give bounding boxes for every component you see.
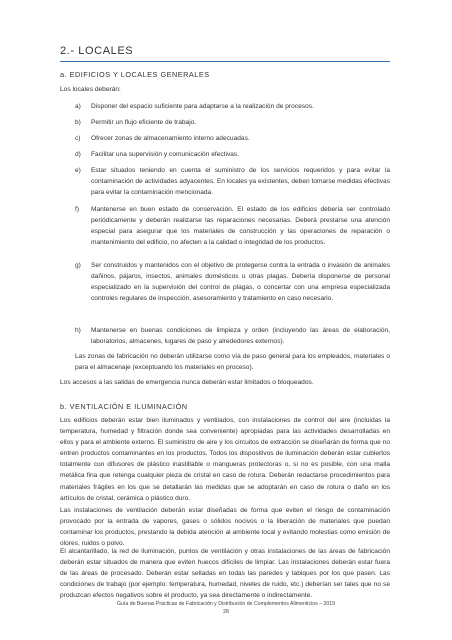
list-item-label: c) — [75, 135, 81, 142]
list-item-text: Facilitar una supervisión y comunicación efectivas. — [91, 151, 240, 158]
subsection-b-title: b. VENTILACIÓN E ILUMINACIÓN — [60, 402, 188, 411]
list-item-label: g) — [75, 262, 81, 269]
list-item-label: d) — [75, 151, 81, 158]
list-item-text: Estar situados teniendo en cuenta el suministro de los servicios requeridos y para evitar la contaminación de actividades adyacentes. En locales ya existentes, deben tomarse medidas efectivas para evitar la contaminación mencionada. — [91, 167, 390, 197]
staff-note: Las zonas de fabricación no deberán utilizarse como vía de paso general para los empleados, materiales o para el almacenaje (exceptuando los materiales en proceso). — [75, 353, 390, 372]
ventilation-paragraph-3: El alcantarillado, la red de iluminación, puntos de ventilación y otras instalaciones de las áreas de fabricación deberán estar situados de manera que eviten huecos difíciles de limpiar. Las instalaciones deberán estar fuera de las áreas de procesado. Deberán estar selladas en todas las paredes y tabiques por los que pasen. Las condiciones de trabajo (por ejemplo: temperatura, humedad, niveles de ruido, etc.) deberían ser tales que no se produzcan efectos negativos sobre el producto, ya sea directamente o indirectamente. — [60, 548, 390, 600]
subsection-a-title: a. EDIFICIOS Y LOCALES GENERALES — [60, 70, 210, 79]
list-item-label: h) — [75, 327, 81, 334]
section-title: 2.- LOCALES — [60, 45, 134, 57]
list-item-label: f) — [75, 206, 80, 213]
ventilation-paragraph-1: Los edificios deberán estar bien iluminados y ventilados, con instalaciones de control del aire (incluidas la temperatura, humedad y filtración donde sea conveniente) apropiadas para las actividades desarrolladas en ellos y para el ambiente externo. El suministro de aire y los circuitos de extracción se diseñarán de forma que no entren productos contaminantes en los productos. Todos los dispositivos de iluminación deberán estar cubiertos totalmente con difusores de plástico inastillable o mangueras protectoras o, si no es posible, con una malla metálica fina que retenga cualquier pieza de cristal en caso de rotura. Deberán redactarse procedimientos para materiales frágiles en los que se detallarán las medidas que se adoptarán en caso de rotura o daño en los artículos de cristal, cerámica o plástico duro. — [60, 417, 390, 502]
page-footer — [0, 600, 452, 616]
footer-title: Guía de Buenas Prácticas de Fabricación y Distribución de Complementos Alimenticios – 2019 — [117, 601, 335, 607]
section-divider — [60, 61, 390, 62]
list-item-text: Permitir un flujo eficiente de trabajo. — [91, 119, 197, 126]
access-note: Los accesos a las salidas de emergencia nunca deberán estar limitados o bloqueados. — [60, 379, 314, 386]
list-item-label: e) — [75, 167, 81, 174]
page-number: 28 — [223, 609, 229, 615]
list-item-label: b) — [75, 119, 81, 126]
list-item-label: a) — [75, 103, 81, 110]
list-item-text: Mantenerse en buen estado de conservación. El estado de los edificios debería ser controlado periódicamente y deberán realizarse las reparaciones necesarias. Deberá prestarse una atención especial para asegurar que los materiales de construcción y las operaciones de reparación o mantenimiento del edificio, no afecten a la calidad o integridad de los productos. — [91, 206, 390, 247]
list-item-text: Mantenerse en buenas condiciones de limpieza y orden (incluyendo las áreas de elaboración, laboratorios, almacenes, lugares de paso y alrededores externos). — [91, 327, 390, 346]
intro-text: Los locales deberán: — [60, 86, 121, 93]
list-item-text: Disponer del espacio suficiente para adaptarse a la realización de procesos. — [91, 103, 314, 110]
list-item-text: Ofrecer zonas de almacenamiento interno adecuadas. — [91, 135, 250, 142]
list-item-text: Ser construidos y mantenidos con el objetivo de protegerse contra la entrada o invasión de animales dañinos, pájaros, insectos, animales domésticos u otras plagas. Debería disponerse de personal especializado en la supervisión del control de plagas, o concertar con una empresa especializada controles regulares de inspección, asesoramiento y tratamiento en caso necesario. — [91, 262, 390, 303]
ventilation-paragraph-2: Las instalaciones de ventilación deberán estar diseñadas de forma que eviten el riesgo de contaminación provocado por la entrada de vapores, gases o sólidos nocivos o la liberación de materiales que puedan contaminar los productos, prestando la debida atención al ambiente local y evitando molestias como emisión de olores, ruidos o polvo. — [60, 507, 390, 548]
